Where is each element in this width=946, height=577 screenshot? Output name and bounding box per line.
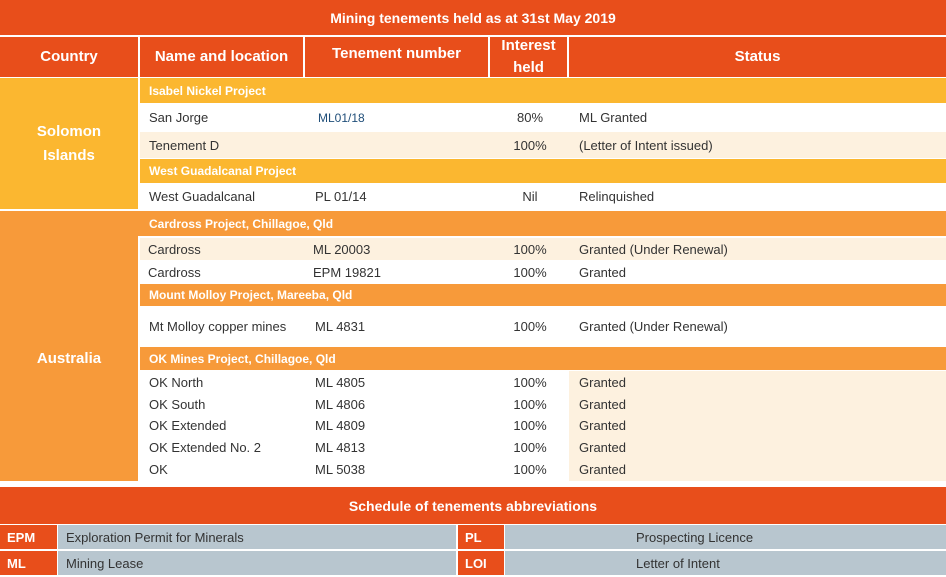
tenement-name: Tenement D xyxy=(149,137,220,153)
table-row xyxy=(140,393,946,415)
tenement-status: Granted xyxy=(579,375,626,390)
tenement-number: ML01/18 xyxy=(318,110,365,125)
table-row xyxy=(140,307,946,346)
tenement-number: ML 5038 xyxy=(315,461,366,477)
abbr-definition: Mining Lease xyxy=(58,551,456,575)
tenement-name: OK South xyxy=(149,396,206,412)
tenement-number: ML 4813 xyxy=(315,439,366,455)
tenement-status: Granted xyxy=(579,461,626,477)
tenement-name: OK Extended xyxy=(149,418,227,433)
tenement-name: OK xyxy=(149,461,168,477)
interest-held: 100% xyxy=(513,137,547,153)
abbr-code: ML xyxy=(0,551,57,575)
interest-held: Nil xyxy=(522,189,538,204)
table-row xyxy=(140,104,946,131)
tenement-number: ML 4809 xyxy=(315,418,366,433)
tenement-status: Granted xyxy=(579,396,626,412)
tenement-name: Cardross xyxy=(148,265,201,280)
country-label: Australia xyxy=(36,349,102,367)
country-label: Solomon Islands xyxy=(36,122,102,164)
project-header: Mount Molloy Project, Mareeba, Qld xyxy=(140,284,946,306)
tenement-status: ML Granted xyxy=(579,110,648,125)
tenement-name: OK North xyxy=(149,375,204,390)
table-row xyxy=(140,415,946,436)
tenement-name: West Guadalcanal xyxy=(149,189,255,204)
table-row xyxy=(140,261,946,284)
header-country: Country xyxy=(0,37,138,77)
project-header: Isabel Nickel Project xyxy=(140,78,946,103)
interest-held: 100% xyxy=(513,265,547,280)
tenement-name: OK Extended No. 2 xyxy=(149,439,262,455)
table-row xyxy=(140,132,946,158)
interest-held: 100% xyxy=(513,319,547,334)
abbr-definition: Prospecting Licence xyxy=(505,525,946,549)
table-row xyxy=(140,184,946,209)
header-name: Name and location xyxy=(140,37,303,77)
country-australia xyxy=(0,236,138,481)
project-header: OK Mines Project, Chillagoe, Qld xyxy=(140,347,946,370)
tenement-name: San Jorge xyxy=(149,110,209,125)
project-header: Cardross Project, Chillagoe, Qld xyxy=(140,211,946,236)
tenement-number: ML 4831 xyxy=(315,319,366,334)
tenement-status: Granted (Under Renewal) xyxy=(579,241,728,257)
tenement-number: ML 20003 xyxy=(313,241,371,257)
project-header: West Guadalcanal Project xyxy=(140,159,946,183)
table-row xyxy=(140,458,946,480)
interest-held: 100% xyxy=(513,439,547,455)
tenement-status: Relinquished xyxy=(579,189,655,204)
tenement-status: Granted xyxy=(579,418,626,433)
tenement-name: Cardross xyxy=(148,241,201,257)
abbr-definition: Letter of Intent xyxy=(505,551,946,575)
header-interest: Interest held xyxy=(490,37,567,77)
tenement-number: ML 4805 xyxy=(315,375,366,390)
table-row xyxy=(140,372,946,393)
table-title: Mining tenements held as at 31st May 2019 xyxy=(0,0,946,35)
tenement-status: Granted (Under Renewal) xyxy=(579,319,728,334)
table-row xyxy=(140,238,946,260)
interest-held: 100% xyxy=(513,396,547,412)
country-solomon-islands xyxy=(0,78,138,209)
interest-held: 100% xyxy=(513,461,547,477)
tenement-status: (Letter of Intent issued) xyxy=(579,137,713,153)
interest-held: 80% xyxy=(516,110,544,125)
header-tenement: Tenement number xyxy=(305,37,488,77)
tenement-status: Granted xyxy=(579,439,626,455)
tenement-status: Granted xyxy=(579,265,626,280)
interest-held: 100% xyxy=(513,418,547,433)
header-status: Status xyxy=(569,37,946,77)
interest-held: 100% xyxy=(513,241,547,257)
abbr-code: EPM xyxy=(0,525,57,549)
tenement-number: EPM 19821 xyxy=(313,265,381,280)
abbr-definition: Exploration Permit for Minerals xyxy=(58,525,456,549)
tenement-name: Mt Molloy copper mines xyxy=(149,319,287,334)
tenement-number: ML 4806 xyxy=(315,396,366,412)
tenement-number: PL 01/14 xyxy=(315,189,367,204)
abbr-code: LOI xyxy=(458,551,504,575)
schedule-title: Schedule of tenements abbreviations xyxy=(0,487,946,524)
abbr-code: PL xyxy=(458,525,504,549)
interest-held: 100% xyxy=(513,375,547,390)
table-row xyxy=(140,436,946,458)
